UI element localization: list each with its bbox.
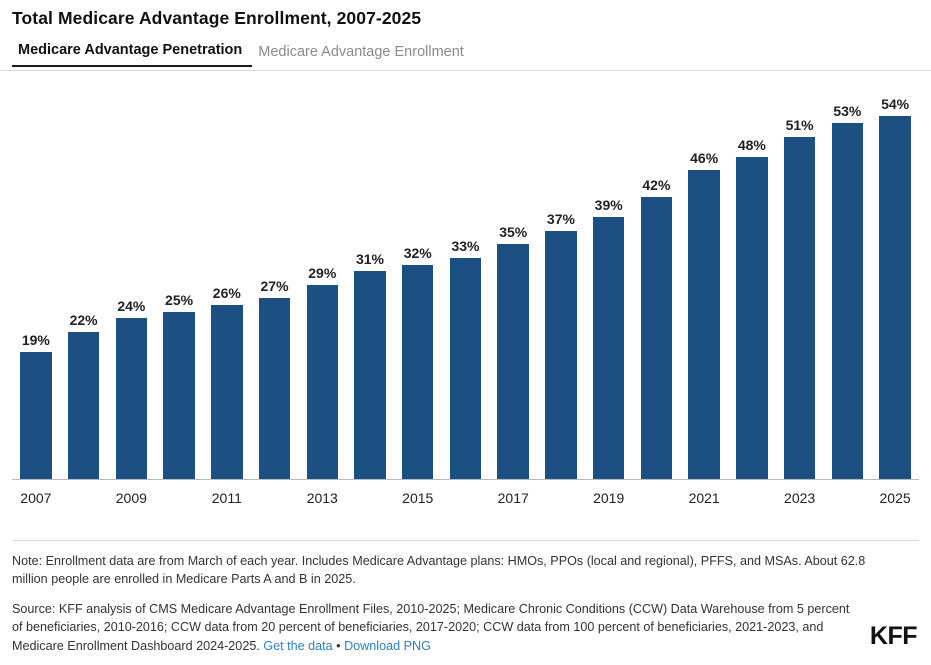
bar-series [12,76,919,480]
x-axis-tick-label [251,484,299,512]
bar-item[interactable] [489,76,537,480]
bar[interactable] [879,116,911,480]
bar[interactable] [259,298,291,480]
x-axis-tick-label [633,484,681,512]
bar-item[interactable] [728,76,776,480]
bar-item[interactable] [155,76,203,480]
bar-value-label: 25% [165,292,194,308]
x-axis-tick-label [346,484,394,512]
bar[interactable] [736,157,768,480]
bar-value-label: 31% [355,251,385,267]
bar[interactable] [450,258,482,480]
bar[interactable] [832,123,864,480]
bar[interactable] [641,197,673,480]
bar[interactable] [784,137,816,480]
x-axis-tick-label: 2017 [497,490,529,506]
bar-item[interactable] [871,76,919,480]
bar-item[interactable] [680,76,728,480]
bar-value-label: 26% [212,285,241,301]
bar[interactable] [116,318,148,480]
bar[interactable] [545,231,577,480]
page-title: Total Medicare Advantage Enrollment, 2007-2025 [12,8,422,28]
x-axis-tick-label [60,484,108,512]
bar-value-label: 48% [737,137,766,153]
x-axis-tick-label: 2009 [115,490,147,506]
bar-item[interactable] [776,76,824,480]
bar[interactable] [497,244,529,480]
kff-logo: KFF [869,622,917,650]
bar-value-label: 42% [642,177,671,193]
x-axis-tick-label: 2013 [306,490,338,506]
bar-item[interactable] [537,76,585,480]
header-divider [0,70,931,71]
bar-item[interactable] [60,76,108,480]
bar-item[interactable] [298,76,346,480]
bar[interactable] [307,285,339,480]
bar-item[interactable] [203,76,251,480]
x-axis-tick-label: 2011 [211,490,242,506]
bar-item[interactable] [633,76,681,480]
plot-region [12,76,919,480]
bar-item[interactable] [823,76,871,480]
link-separator: • [332,638,345,653]
bar-item[interactable] [251,76,299,480]
x-axis-tick-label: 2023 [784,490,816,506]
tab-medicare-advantage-enrollment[interactable]: Medicare Advantage Enrollment [258,44,464,60]
bar-value-label: 33% [451,238,480,254]
download-png-link[interactable]: Download PNG [344,638,431,653]
bar-value-label: 37% [546,211,575,227]
bar-item[interactable] [346,76,394,480]
bar-value-label: 51% [785,117,814,133]
x-axis-tick-label [823,484,871,512]
x-axis-tick-label [442,484,490,512]
x-axis-tick-label: 2019 [593,490,625,506]
bar[interactable] [211,305,243,480]
x-axis-tick-label: 2007 [20,490,52,506]
bar-value-label: 39% [594,197,623,213]
bar[interactable] [163,312,195,480]
bar-value-label: 46% [690,150,719,166]
bar-value-label: 27% [260,278,289,294]
x-axis-tick-label [155,484,203,512]
x-axis-tick-label [728,484,776,512]
bar-item[interactable] [394,76,442,480]
x-axis-tick-label: 2025 [879,490,911,506]
bar[interactable] [402,265,434,480]
bar-value-label: 24% [117,298,146,314]
bar-value-label: 19% [21,332,50,348]
bar[interactable] [354,271,386,480]
bar-item[interactable] [107,76,155,480]
bar[interactable] [68,332,100,480]
bar-value-label: 29% [308,265,337,281]
bar[interactable] [593,217,625,480]
chart-source [12,600,862,655]
x-axis-tick-label: 2015 [402,490,434,506]
bar[interactable] [20,352,52,480]
x-axis-ticks [12,484,919,512]
bar[interactable] [688,170,720,480]
bar-value-label: 35% [499,224,528,240]
bar-value-label: 22% [69,312,98,328]
bar-item[interactable] [12,76,60,480]
bar-item[interactable] [442,76,490,480]
source-text: Source: KFF analysis of CMS Medicare Advantage Enrollment Files, 2010-2025; Medicare Chronic Conditions (CCW) Data Warehouse from 5 percent of beneficiaries, 2010-2016; CCW data from 20 percent of beneficiaries, 2017-2020; CCW data from 100 percent of beneficiaries, 2021-2023, and Medicare Enrollment Dashboard 2024-2025. [12,602,850,653]
chart-note: Note: Enrollment data are from March of each year. Includes Medicare Advantage plans: HMOs, PPOs (local and regional), PFFS, and MSAs. About 62.8 million people are enrolled in Medicare Parts A and B in 2025. [12,554,866,587]
x-axis-tick-label [537,484,585,512]
tab-medicare-advantage-penetration[interactable]: Medicare Advantage Penetration [12,38,252,67]
get-the-data-link[interactable]: Get the data [263,638,333,653]
x-axis-line [12,479,919,480]
bar-item[interactable] [585,76,633,480]
bar-value-label: 54% [881,96,910,112]
bar-value-label: 53% [833,103,862,119]
footer-divider [12,540,919,541]
x-axis-tick-label: 2021 [688,490,720,506]
chart-area [12,76,919,516]
tab-bar [12,38,474,67]
bar-value-label: 32% [403,245,432,261]
